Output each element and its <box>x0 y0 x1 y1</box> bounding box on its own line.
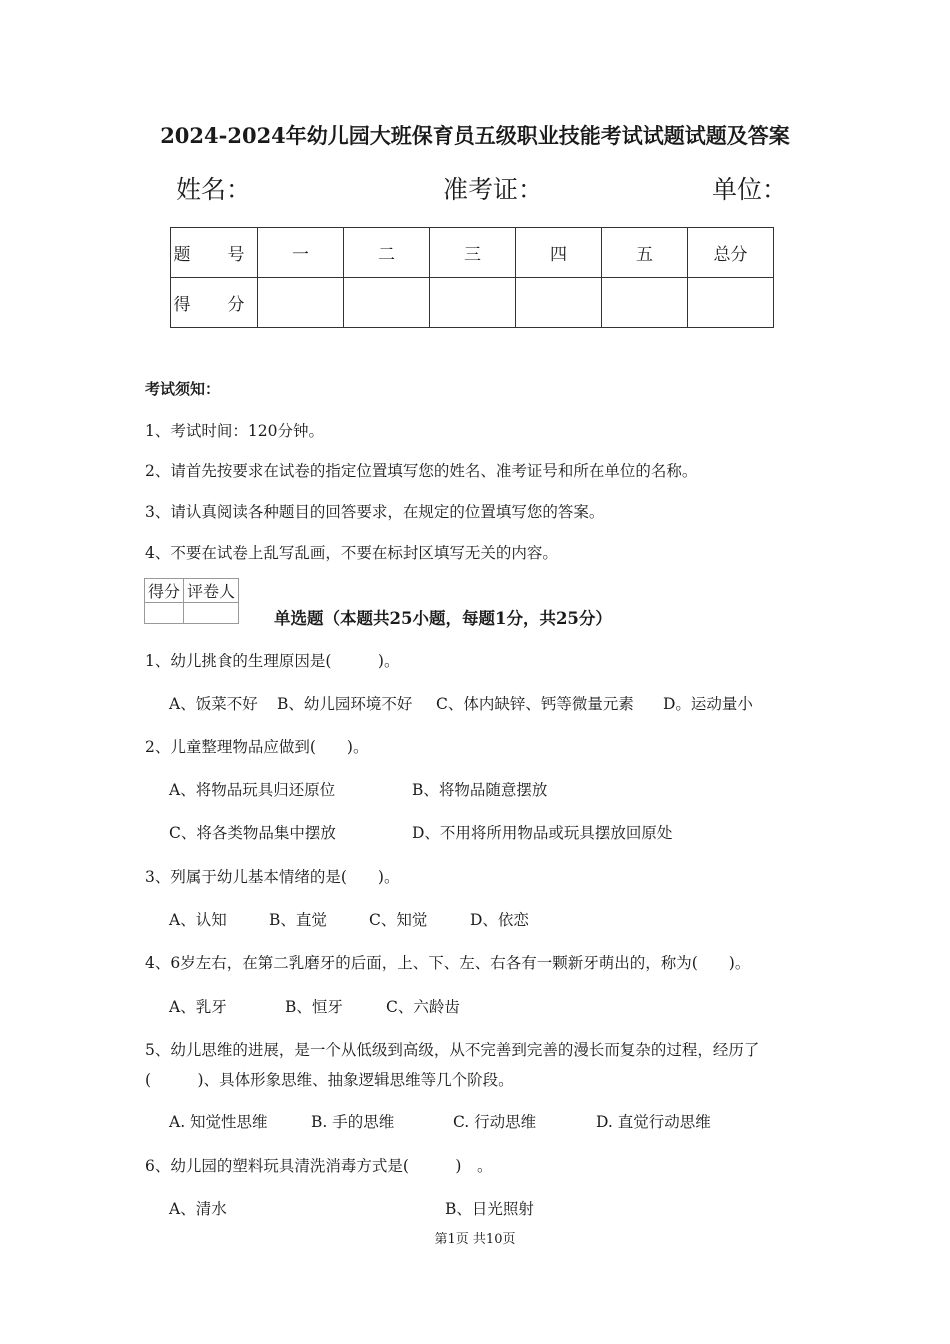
score-input-cell[interactable] <box>688 278 774 328</box>
question-option: A、认知 <box>169 911 227 929</box>
question-option: B. 手的思维 <box>311 1113 395 1131</box>
notice-item: 4、不要在试卷上乱写乱画，不要在标封区填写无关的内容。 <box>145 544 558 562</box>
score-input-cell[interactable] <box>602 278 688 328</box>
name-field-label: 姓名： <box>176 175 252 204</box>
question-option: C、将各类物品集中摆放 <box>169 824 336 842</box>
question-option: B、直觉 <box>269 911 327 929</box>
question-stem: 5、幼儿思维的进展，是一个从低级到高级，从不完善到完善的漫长而复杂的过程，经历了 <box>145 1041 760 1059</box>
section-title: 单选题（本题共25小题，每题1分，共25分） <box>274 609 612 628</box>
page-footer: 第1页 共10页 <box>434 1232 516 1247</box>
question-option: A、清水 <box>169 1200 227 1218</box>
question-option: B、恒牙 <box>285 998 343 1016</box>
score-header-cell: 四 <box>516 228 602 278</box>
score-header-cell: 总分 <box>688 228 774 278</box>
notice-item: 3、请认真阅读各种题目的回答要求，在规定的位置填写您的答案。 <box>145 503 605 521</box>
score-row-label: 得 分 <box>171 278 258 328</box>
question-option: D、依恋 <box>470 911 529 929</box>
score-input-cell[interactable] <box>516 278 602 328</box>
question-option: C、知觉 <box>369 911 428 929</box>
grader-reviewer-label: 评卷人 <box>184 579 239 603</box>
notice-heading: 考试须知： <box>145 380 221 398</box>
question-stem-continued: ( )、具体形象思维、抽象逻辑思维等几个阶段。 <box>145 1071 514 1089</box>
score-table <box>170 227 774 328</box>
question-option: C、体内缺锌、钙等微量元素 <box>436 695 634 713</box>
question-option: C、六龄齿 <box>386 998 460 1016</box>
question-option: A、将物品玩具归还原位 <box>169 781 336 799</box>
document-title: 2024-2024年幼儿园大班保育员五级职业技能考试试题试题及答案 <box>160 123 790 148</box>
score-input-cell[interactable] <box>258 278 344 328</box>
question-option: B、将物品随意摆放 <box>412 781 548 799</box>
question-stem: 2、儿童整理物品应做到( )。 <box>145 738 369 756</box>
question-stem: 4、6岁左右，在第二乳磨牙的后面，上、下、左、右各有一颗新牙萌出的，称为( )。 <box>145 954 751 972</box>
grader-box <box>144 578 239 624</box>
question-option: A. 知觉性思维 <box>169 1113 268 1131</box>
unit-field-label: 单位： <box>712 175 788 204</box>
score-header-cell: 三 <box>430 228 516 278</box>
question-option: A、乳牙 <box>169 998 227 1016</box>
score-table-score-row <box>171 278 774 328</box>
score-input-cell[interactable] <box>344 278 430 328</box>
grader-score-cell[interactable] <box>145 603 184 624</box>
score-header-cell: 二 <box>344 228 430 278</box>
notice-item: 2、请首先按要求在试卷的指定位置填写您的姓名、准考证号和所在单位的名称。 <box>145 462 698 480</box>
question-option: C. 行动思维 <box>453 1113 537 1131</box>
score-header-cell: 题 号 <box>171 228 258 278</box>
question-option: A、饭菜不好 <box>169 695 258 713</box>
score-input-cell[interactable] <box>430 278 516 328</box>
score-header-cell: 五 <box>602 228 688 278</box>
question-option: B、幼儿园环境不好 <box>277 695 413 713</box>
question-stem: 3、列属于幼儿基本情绪的是( )。 <box>145 868 400 886</box>
question-option: D、不用将所用物品或玩具摆放回原处 <box>412 824 673 842</box>
question-stem: 6、幼儿园的塑料玩具清洗消毒方式是( ) 。 <box>145 1157 493 1175</box>
question-option: D. 直觉行动思维 <box>596 1113 711 1131</box>
question-stem: 1、幼儿挑食的生理原因是( )。 <box>145 652 400 670</box>
notice-item: 1、考试时间：120分钟。 <box>145 422 324 440</box>
question-option: B、日光照射 <box>445 1200 534 1218</box>
grader-score-label: 得分 <box>145 579 184 603</box>
score-header-cell: 一 <box>258 228 344 278</box>
question-option: D。运动量小 <box>663 695 753 713</box>
score-table-header-row <box>171 228 774 278</box>
exam-id-field-label: 准考证： <box>443 175 544 204</box>
grader-reviewer-cell[interactable] <box>184 603 239 624</box>
